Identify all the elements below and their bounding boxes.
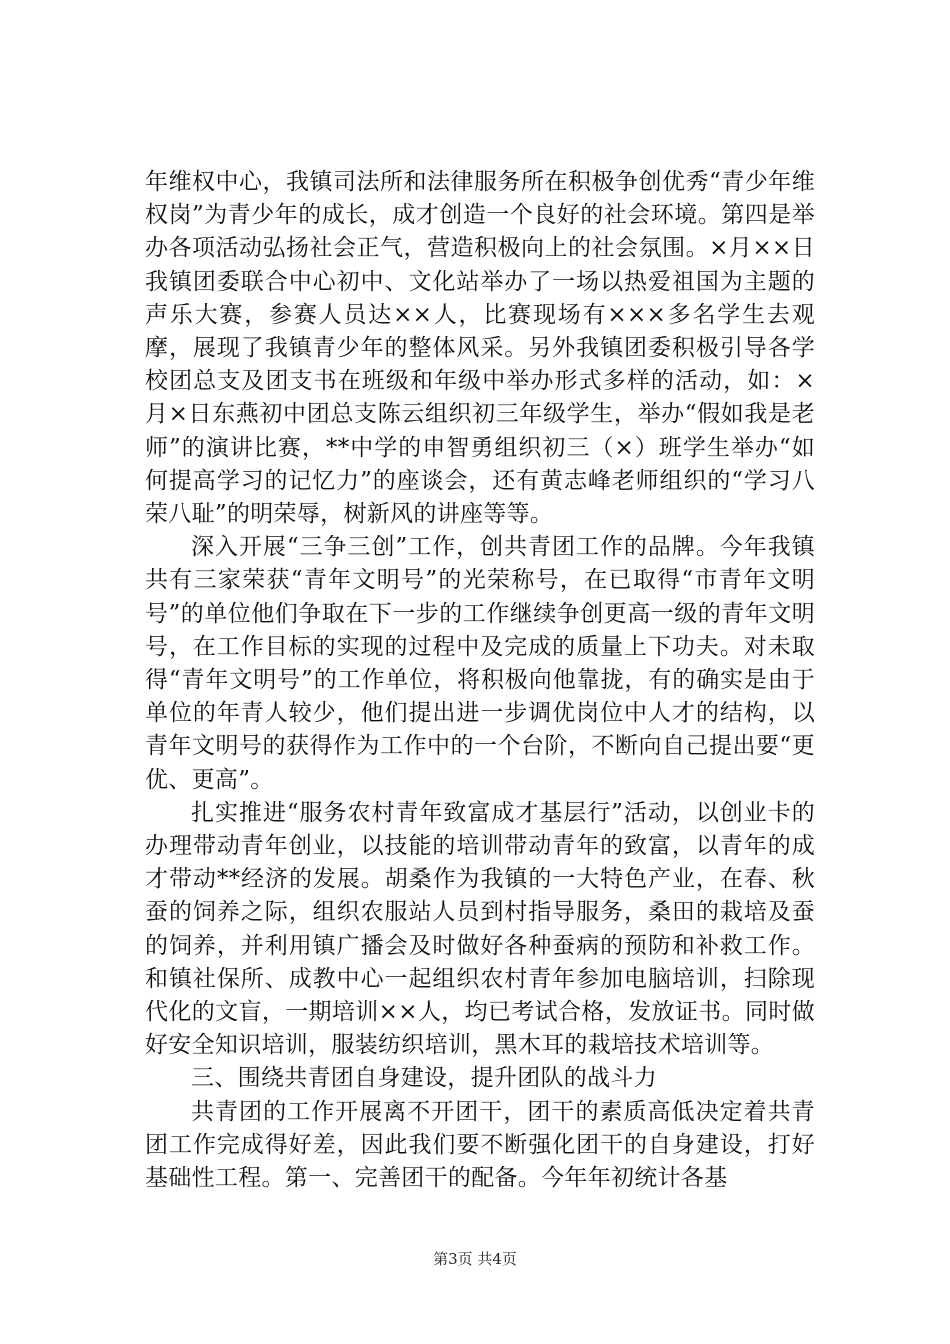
document-body bbox=[145, 166, 815, 1195]
paragraph-rural-youth: 扎实推进“服务农村青年致富成才基层行”活动，以创业卡的办理带动青年创业，以技能的培训带动青年的致富，以青年的成才带动**经济的发展。胡桑作为我镇的一大特色产业，在春、秋蚕的饲养之际，组织农服站人员到村指导服务，桑田的栽培及蚕的饲养，并利用镇广播会及时做好各种蚕病的预防和补救工作。和镇社保所、成教中心一起组织农村青年参加电脑培训，扫除现代化的文盲，一期培训××人，均已考试合格，发放证书。同时做好安全知识培训，服装纺织培训，黑木耳的栽培技术培训等。 bbox=[145, 799, 815, 1059]
paragraph-three-contests: 深入开展“三争三创”工作，创共青团工作的品牌。今年我镇共有三家荣获“青年文明号”的光荣称号，在已取得“市青年文明号”的单位他们争取在下一步的工作继续争创更高一级的青年文明号，在工作目标的实现的过程中及完成的质量上下功夫。对未取得“青年文明号”的工作单位，将积极向他靠拢，有的确实是由于单位的年青人较少，他们提出进一步调优岗位中人才的结构，以青年文明号的获得作为工作中的一个台阶，不断向自己提出要“更优、更高”。 bbox=[145, 534, 815, 793]
page-footer bbox=[0, 1248, 950, 1269]
paragraph-cadre-building: 共青团的工作开展离不开团干，团干的素质高低决定着共青团工作完成得好差，因此我们要不断强化团干的自身建设，打好基础性工程。第一、完善团干的配备。今年年初统计各基 bbox=[145, 1098, 815, 1192]
page-number-label: 第3页 共4页 bbox=[433, 1250, 517, 1268]
section-heading-three: 三、围绕共青团自身建设，提升团队的战斗力 bbox=[191, 1065, 657, 1092]
paragraph-continuation: 年维权中心，我镇司法所和法律服务所在积极争创优秀“青少年维权岗”为青少年的成长，成才创造一个良好的社会环境。第四是举办各项活动弘扬社会正气，营造积极向上的社会氛围。×月××日我镇团委联合中心初中、文化站举办了一场以热爱祖国为主题的声乐大赛，参赛人员达××人，比赛现场有×××多名学生去观摩，展现了我镇青少年的整体风采。另外我镇团委积极引导各学校团总支及团支书在班级和年级中举办形式多样的活动，如：×月×日东燕初中团总支陈云组织初三年级学生，举办“假如我是老师”的演讲比赛，**中学的申智勇组织初三（×）班学生举办“如何提高学习的记忆力”的座谈会，还有黄志峰老师组织的“学习八荣八耻”的明荣辱，树新风的讲座等等。 bbox=[145, 169, 815, 528]
